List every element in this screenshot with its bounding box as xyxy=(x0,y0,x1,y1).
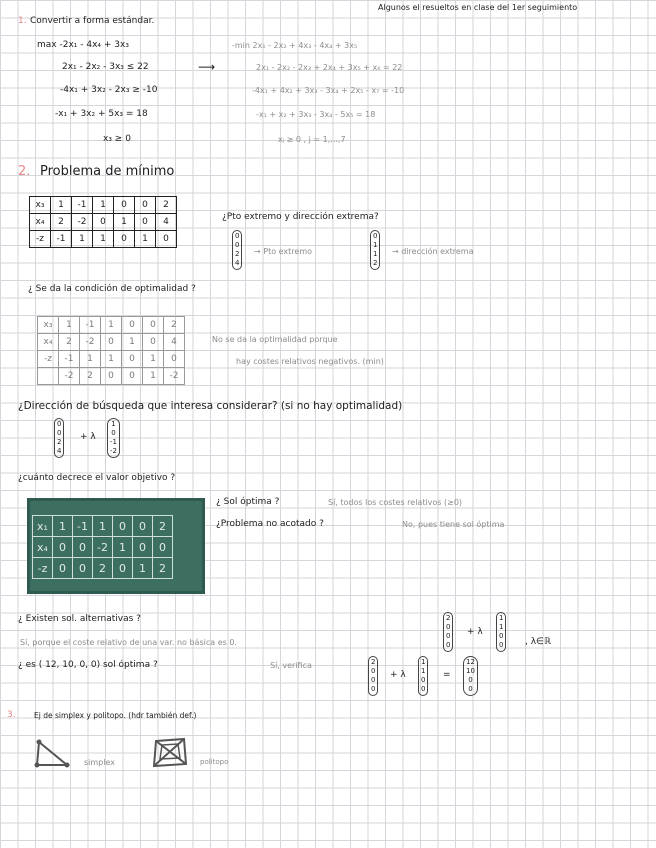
alt-vector-2: 1 1 0 0 xyxy=(496,612,506,652)
q-search-direction: ¿Dirección de búsqueda que interesa considerar? (si no hay optimalidad) xyxy=(18,400,403,412)
answer-optimal-solution: Sí, todos los costes relativos (≥0) xyxy=(328,498,463,507)
s1-right-line-2: 2x₁ - 2x₂ - 2x₃ + 2x₄ + 3x₅ + x₆ = 22 xyxy=(256,63,403,72)
plus-lambda-2: + λ xyxy=(467,627,483,637)
s1-left-line-4: -x₁ + 3x₂ + 5x₃ = 18 xyxy=(55,109,148,119)
plus-lambda-3: + λ xyxy=(390,670,406,680)
tableau-row: -z -1 1 1 0 1 0 xyxy=(38,351,185,368)
header-note: Algunos el resueltos en clase del 1er seguimiento xyxy=(378,3,578,12)
tableau-2 xyxy=(37,316,185,385)
check-vector-result: 12 10 0 0 xyxy=(463,656,478,696)
section-1-number: 1. xyxy=(18,16,27,26)
vector-direction: 0 1 1 2 xyxy=(370,230,380,270)
lambda-domain: , λ∈ℝ xyxy=(525,637,552,647)
tableau-row: -z -1 1 1 0 1 0 xyxy=(30,231,177,248)
search-vector-b: 1 0 -1 -2 xyxy=(107,418,120,458)
tableau-1 xyxy=(29,196,177,248)
q-alternative-solutions: ¿ Existen sol. alternativas ? xyxy=(18,614,141,624)
s1-right-line-3: -4x₁ + 4x₂ + 3x₃ - 3x₄ + 2x₅ - x₇ = -10 xyxy=(252,86,405,95)
tableau-row: x₄ 2 -2 0 1 0 4 xyxy=(38,334,185,351)
arrow-icon: ⟶ xyxy=(198,60,216,74)
s1-left-line-2: 2x₁ - 2x₂ - 3x₃ ≤ 22 xyxy=(62,62,149,72)
answer-unbounded: No, pues tiene sol óptima xyxy=(402,520,505,529)
q-optimality: ¿ Se da la condición de optimalidad ? xyxy=(28,284,196,294)
alt-vector-1: 2 0 0 0 xyxy=(443,612,453,652)
section-2-title: Problema de mínimo xyxy=(40,164,175,179)
check-vector-2: 1 1 0 0 xyxy=(418,656,428,696)
s1-left-line-5: x₃ ≥ 0 xyxy=(103,134,131,144)
s1-right-line-4: -x₁ + x₂ + 3x₃ - 3x₄ - 5x₅ = 18 xyxy=(256,110,376,119)
section-2-number: 2. xyxy=(18,164,31,179)
plus-lambda: + λ xyxy=(80,432,96,442)
tableau-row: -2 2 0 0 1 -2 xyxy=(38,368,185,385)
s1-right-line-5: xⱼ ≥ 0 , j = 1,...,7 xyxy=(278,135,346,144)
tableau-row: -z 0 0 2 0 1 2 xyxy=(33,558,173,579)
answer-extreme-point: → Pto extremo xyxy=(254,247,313,256)
polytope-label: politopo xyxy=(200,758,229,766)
q-objective-decrease: ¿cuánto decrece el valor objetivo ? xyxy=(18,473,176,483)
section-3-number: 3. xyxy=(7,710,16,720)
answer-optimality-1: No se da la optimalidad porque xyxy=(212,335,338,344)
section-3-title: Ej de simplex y politopo. (hdr también def.) xyxy=(34,711,197,720)
s1-left-line-1: max -2x₁ - 4x₄ + 3x₃ xyxy=(37,40,129,50)
simplex-label: simplex xyxy=(84,758,115,767)
q-check-solution: ¿ es ( 12, 10, 0, 0) sol óptima ? xyxy=(18,660,158,670)
board-tableau xyxy=(32,515,173,579)
polytope-icon xyxy=(150,736,190,770)
q-extreme-point: ¿Pto extremo y dirección extrema? xyxy=(222,212,379,222)
answer-alternative-solutions: Sí, porque el coste relativo de una var. no básica es 0. xyxy=(20,638,237,647)
s1-left-line-3: -4x₁ + 3x₂ - 2x₃ ≥ -10 xyxy=(60,85,158,95)
vector-point: 0 0 2 4 xyxy=(232,230,242,270)
equals-sign: = xyxy=(443,670,451,680)
answer-extreme-direction: → dirección extrema xyxy=(392,247,474,256)
answer-check-solution: Sí, verifica xyxy=(270,661,312,670)
check-vector-1: 2 0 0 0 xyxy=(368,656,378,696)
s1-right-line-1: -min 2x₁ - 2x₂ + 4x₃ - 4x₄ + 3x₅ xyxy=(232,41,358,50)
q-optimal-solution: ¿ Sol óptima ? xyxy=(216,497,280,507)
simplex-triangle-icon xyxy=(33,738,73,770)
search-vector-a: 0 0 2 4 xyxy=(54,418,64,458)
chalkboard-image xyxy=(27,498,205,594)
tableau-row: x₄ 2 -2 0 1 0 4 xyxy=(30,214,177,231)
section-1-title: Convertir a forma estándar. xyxy=(30,16,155,26)
tableau-row: x₁ 1 -1 1 0 0 2 xyxy=(33,516,173,537)
tableau-row: x₃ 1 -1 1 0 0 2 xyxy=(30,197,177,214)
answer-optimality-2: hay costes relativos negativos. (min) xyxy=(236,357,384,366)
q-unbounded: ¿Problema no acotado ? xyxy=(216,519,324,529)
tableau-row: x₄ 0 0 -2 1 0 0 xyxy=(33,537,173,558)
tableau-row: x₃ 1 -1 1 0 0 2 xyxy=(38,317,185,334)
